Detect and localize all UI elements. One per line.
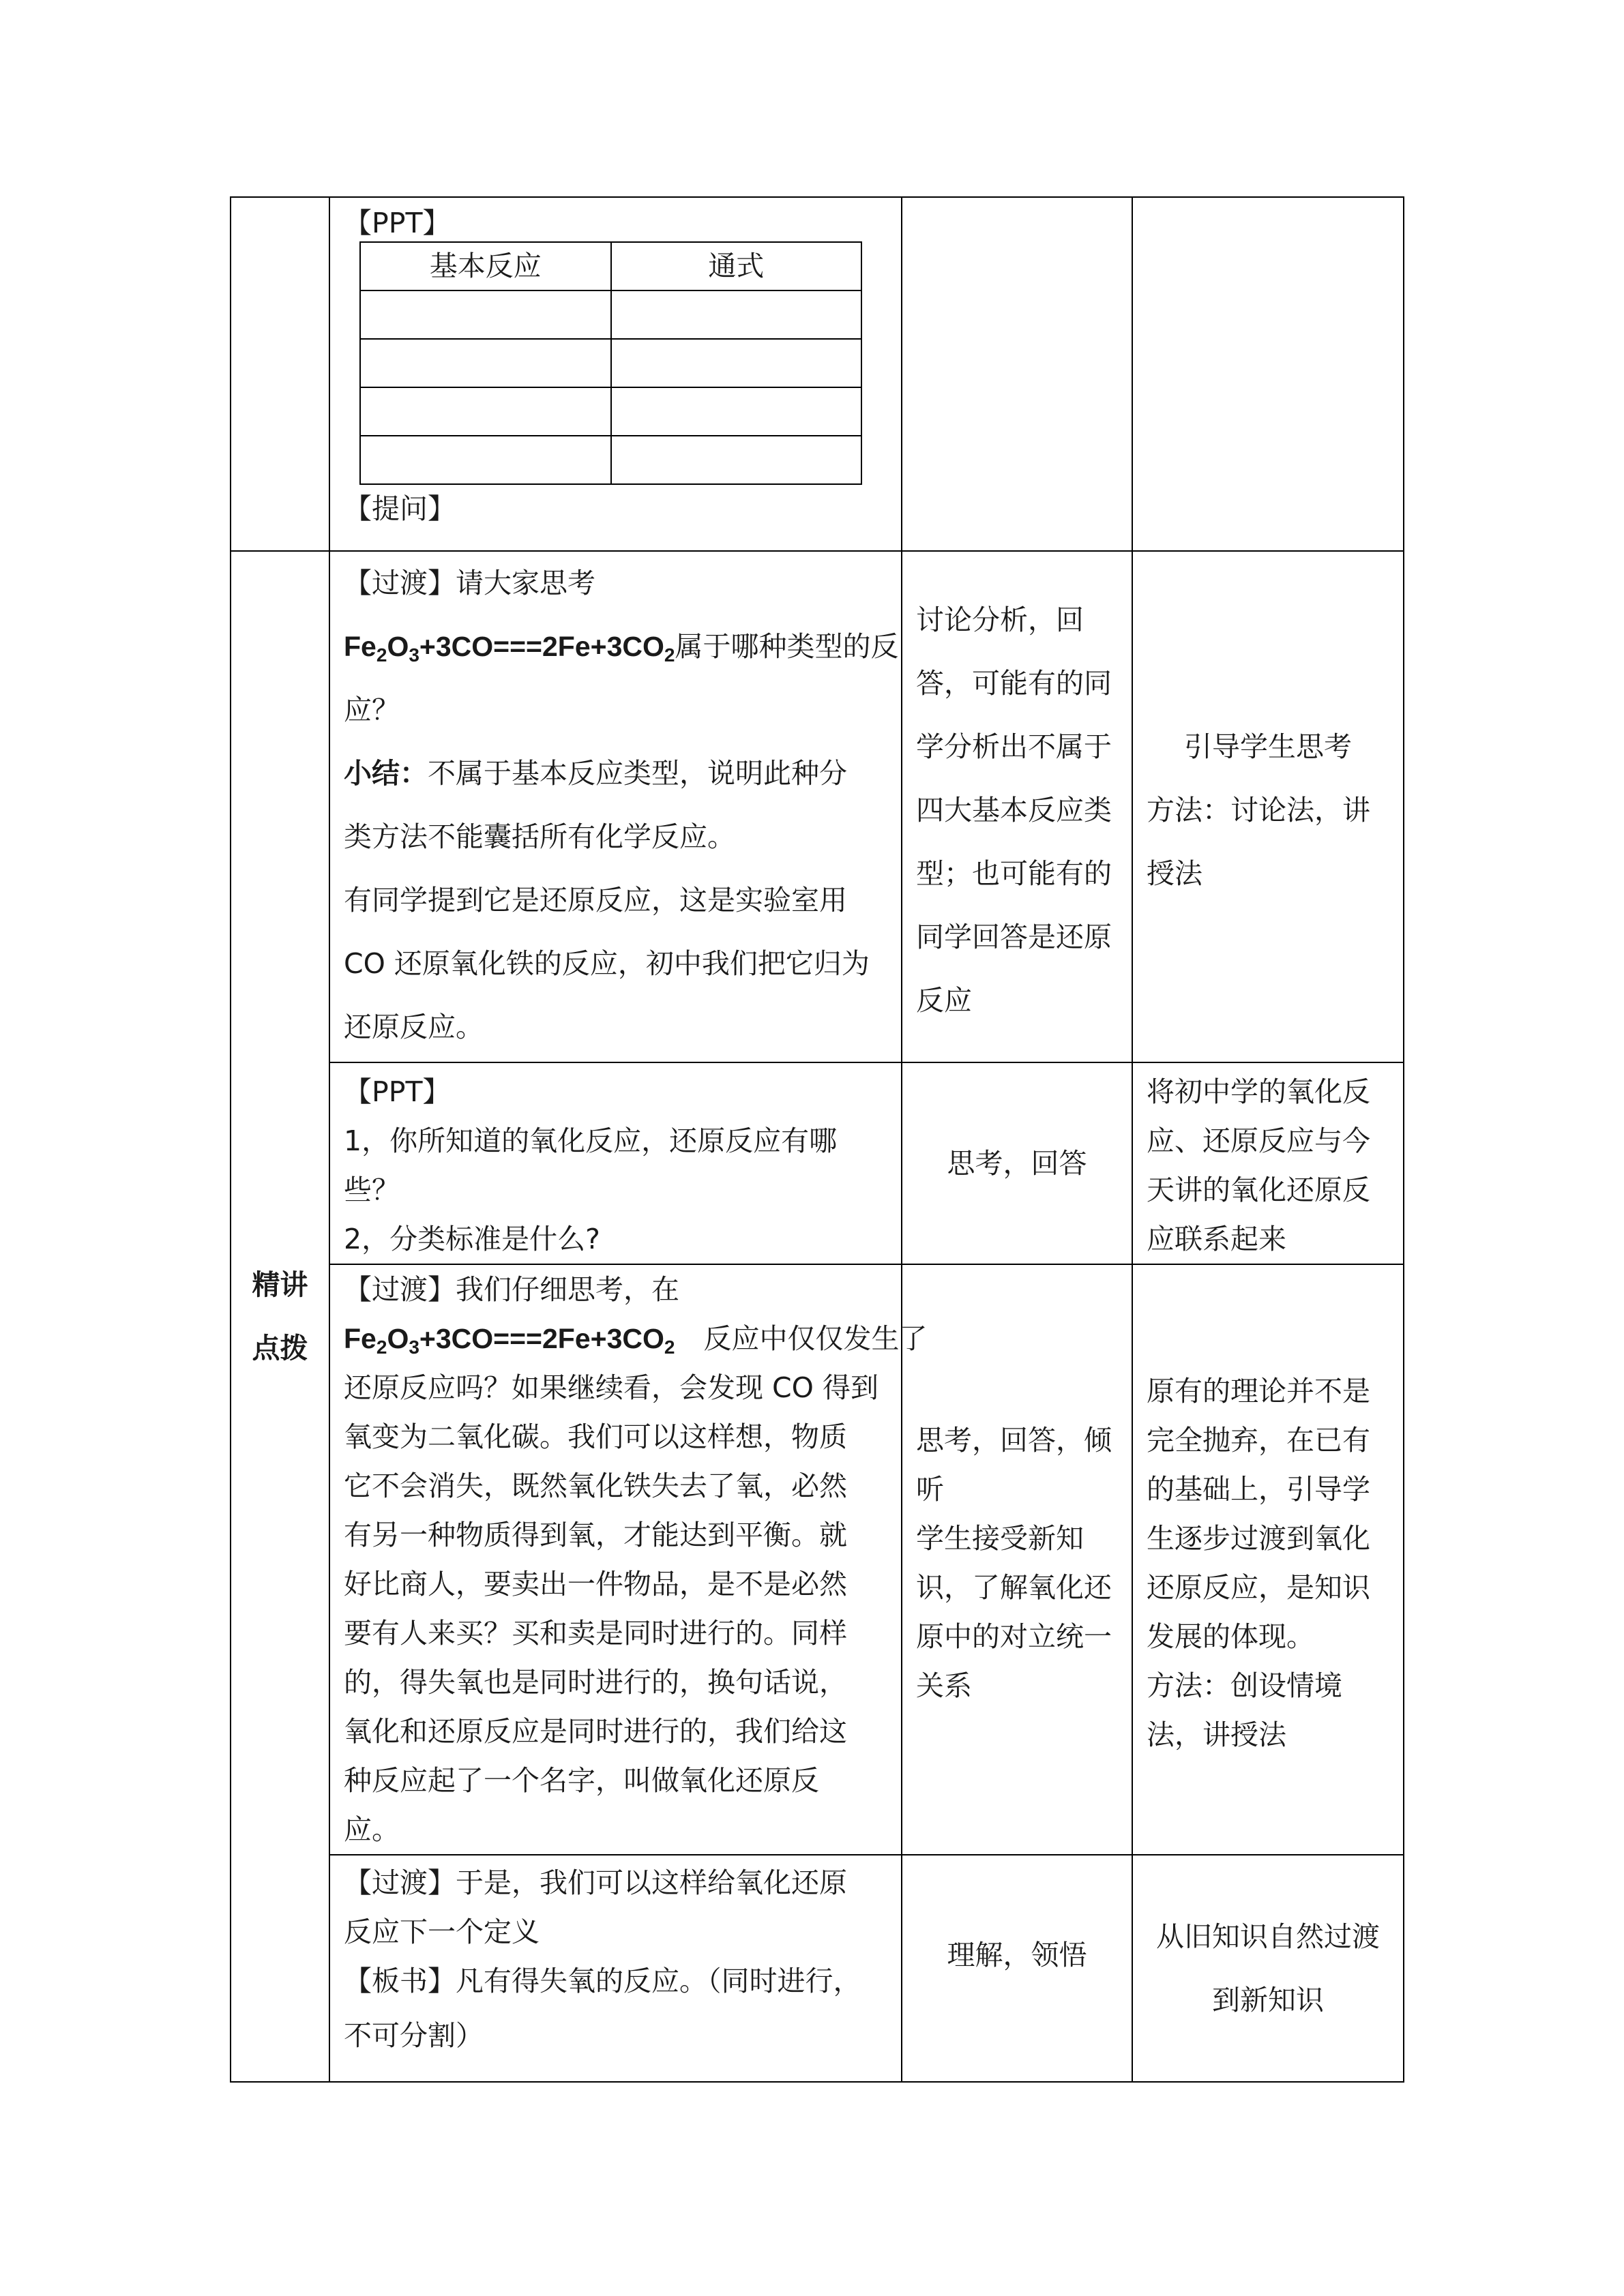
lesson-plan-table bbox=[230, 196, 1404, 2083]
basic-reaction-table bbox=[359, 241, 862, 485]
ppt-tag: 【PPT】 bbox=[344, 1075, 451, 1108]
header-cell: 通式 bbox=[611, 242, 862, 290]
table-row bbox=[360, 436, 861, 484]
design-intent-cell bbox=[1132, 1264, 1404, 1855]
text-line: 【过渡】我们仔细思考，在 bbox=[344, 1273, 679, 1306]
text-line: 四大基本反应类 bbox=[916, 793, 1112, 826]
section-cell-empty bbox=[231, 197, 329, 551]
student-activity-cell bbox=[902, 197, 1132, 551]
student-activity-cell bbox=[902, 1264, 1132, 1855]
chemical-equation: $Fe_2O_3+3CO===2Fe+3CO_2$ bbox=[344, 1323, 675, 1358]
text-line: 完全抛弃，在已有 bbox=[1147, 1424, 1370, 1457]
teacher-activity-cell bbox=[329, 1062, 902, 1264]
section-label-cell bbox=[231, 551, 329, 2082]
text-line: 不可分割） bbox=[344, 2019, 484, 2052]
teacher-activity-cell bbox=[329, 1264, 928, 1855]
empty-cell bbox=[360, 436, 611, 484]
text-line: 还原反应，是知识 bbox=[1147, 1571, 1370, 1604]
text-line: 原中的对立统一 bbox=[916, 1620, 1112, 1653]
student-activity-cell bbox=[902, 1855, 1132, 2082]
text-line: 的，得失氧也是同时进行的，换句话说， bbox=[344, 1666, 847, 1699]
empty-cell bbox=[611, 290, 862, 339]
table-row bbox=[231, 551, 1404, 1062]
text-line: 好比商人，要卖出一件物品，是不是必然 bbox=[344, 1568, 847, 1600]
text-line: 讨论分析，回 bbox=[916, 603, 1084, 636]
text-line: 到新知识 bbox=[1212, 1983, 1324, 2016]
empty-cell bbox=[611, 339, 862, 387]
text-line: 氧变为二氧化碳。我们可以这样想，物质 bbox=[344, 1420, 847, 1453]
text-line: 方法：讨论法，讲 bbox=[1147, 793, 1370, 826]
text-line: 应？ bbox=[344, 694, 400, 726]
text-line: 从旧知识自然过渡 bbox=[1156, 1920, 1380, 1953]
text-line: 些？ bbox=[344, 1174, 400, 1206]
text-line: 1，你所知道的氧化反应，还原反应有哪 bbox=[344, 1124, 838, 1157]
text-line: 型；也可能有的 bbox=[916, 856, 1112, 890]
header-cell: 基本反应 bbox=[360, 242, 611, 290]
text-line: 类方法不能囊括所有化学反应。 bbox=[344, 820, 735, 853]
table-row bbox=[231, 1855, 1404, 2082]
table-row bbox=[360, 290, 861, 339]
empty-cell bbox=[611, 387, 862, 436]
text-line: CO 还原氧化铁的反应，初中我们把它归为 bbox=[344, 947, 870, 980]
text-line: 有同学提到它是还原反应，这是实验室用 bbox=[344, 884, 847, 916]
text-line: 的基础上，引导学 bbox=[1147, 1473, 1370, 1506]
text-line: 答，可能有的同 bbox=[916, 666, 1112, 700]
ppt-tag: 【PPT】 bbox=[344, 207, 451, 239]
text-line: 还原反应。 bbox=[344, 1011, 484, 1043]
text-line: 2，分类标准是什么? bbox=[344, 1223, 600, 1255]
table-row bbox=[231, 1062, 1404, 1264]
text-line: 应。 bbox=[344, 1813, 400, 1846]
text-line: 引导学生思考 bbox=[1184, 730, 1352, 763]
text-line: 同学回答是还原 bbox=[916, 920, 1112, 953]
text-line: 生逐步过渡到氧化 bbox=[1147, 1522, 1370, 1555]
chemical-equation: $Fe_2O_3+3CO===2Fe+3CO_2$ bbox=[344, 631, 675, 666]
text-line: 它不会消失，既然氧化铁失去了氧，必然 bbox=[344, 1470, 847, 1502]
design-intent-cell bbox=[1132, 1855, 1404, 2082]
text-line: 原有的理论并不是 bbox=[1147, 1375, 1370, 1407]
text-line: 将初中学的氧化反 bbox=[1147, 1075, 1370, 1108]
design-intent-cell bbox=[1132, 1062, 1404, 1264]
design-intent-cell bbox=[1132, 551, 1404, 1062]
text-line: 关系 bbox=[916, 1669, 972, 1702]
text-line: 【板书】凡有得失氧的反应。（同时进行， bbox=[344, 1965, 861, 1997]
table-row bbox=[360, 242, 861, 290]
empty-cell bbox=[360, 387, 611, 436]
empty-cell bbox=[360, 290, 611, 339]
table-row bbox=[360, 339, 861, 387]
text-line: 理解，领悟 bbox=[947, 1939, 1087, 1971]
student-activity-cell bbox=[902, 551, 1132, 1062]
text-line: 【过渡】于是，我们可以这样给氧化还原 bbox=[344, 1866, 847, 1899]
text-line: 有另一种物质得到氧，才能达到平衡。就 bbox=[344, 1519, 847, 1551]
text-line: 应联系起来 bbox=[1147, 1223, 1286, 1255]
teacher-activity-cell bbox=[329, 197, 902, 551]
table-row bbox=[231, 197, 1404, 551]
text-line: 听 bbox=[916, 1473, 944, 1506]
text-line: 应、还原反应与今 bbox=[1147, 1124, 1370, 1157]
section-label-line: 点拨 bbox=[252, 1331, 308, 1365]
formula-line: $Fe_2O_3+3CO===2Fe+3CO_2$ 反应中仅仅发生了 bbox=[344, 1322, 928, 1358]
text-line: 方法：创设情境 bbox=[1147, 1669, 1342, 1702]
text-line: 识，了解氧化还 bbox=[916, 1571, 1112, 1604]
student-activity-cell bbox=[902, 1062, 1132, 1264]
text-line: 【过渡】请大家思考 bbox=[344, 567, 595, 599]
text-line: 反应 bbox=[916, 983, 972, 1017]
empty-cell bbox=[611, 436, 862, 484]
formula-line: $Fe_2O_3+3CO===2Fe+3CO_2$属于哪种类型的反 bbox=[344, 630, 899, 666]
design-intent-cell bbox=[1132, 197, 1404, 551]
teacher-activity-cell bbox=[329, 551, 902, 1062]
text-line: 种反应起了一个名字，叫做氧化还原反 bbox=[344, 1764, 819, 1797]
empty-cell bbox=[360, 339, 611, 387]
question-tag: 【提问】 bbox=[344, 492, 456, 525]
text-line: 思考，回答 bbox=[947, 1146, 1087, 1180]
section-label-line: 精讲 bbox=[252, 1268, 308, 1301]
text-line: 反应下一个定义 bbox=[344, 1915, 540, 1948]
teacher-activity-cell bbox=[329, 1855, 902, 2082]
text-line: 思考，回答，倾 bbox=[916, 1424, 1112, 1457]
text-line: 氧化和还原反应是同时进行的，我们给这 bbox=[344, 1715, 847, 1748]
table-row bbox=[360, 387, 861, 436]
text-line: 授法 bbox=[1147, 856, 1202, 890]
text-line: 要有人来买？买和卖是同时进行的。同样 bbox=[344, 1617, 847, 1650]
text-line: 天讲的氧化还原反 bbox=[1147, 1174, 1370, 1206]
text-line: 学生接受新知 bbox=[916, 1522, 1084, 1555]
text-line: 发展的体现。 bbox=[1147, 1620, 1314, 1653]
text-line: 学分析出不属于 bbox=[916, 730, 1112, 763]
text-line: 法，讲授法 bbox=[1147, 1718, 1286, 1751]
text-line: 还原反应吗？如果继续看，会发现 CO 得到 bbox=[344, 1371, 879, 1404]
table-row bbox=[231, 1264, 1404, 1855]
summary-line: 小结：不属于基本反应类型，说明此种分 bbox=[344, 757, 847, 790]
